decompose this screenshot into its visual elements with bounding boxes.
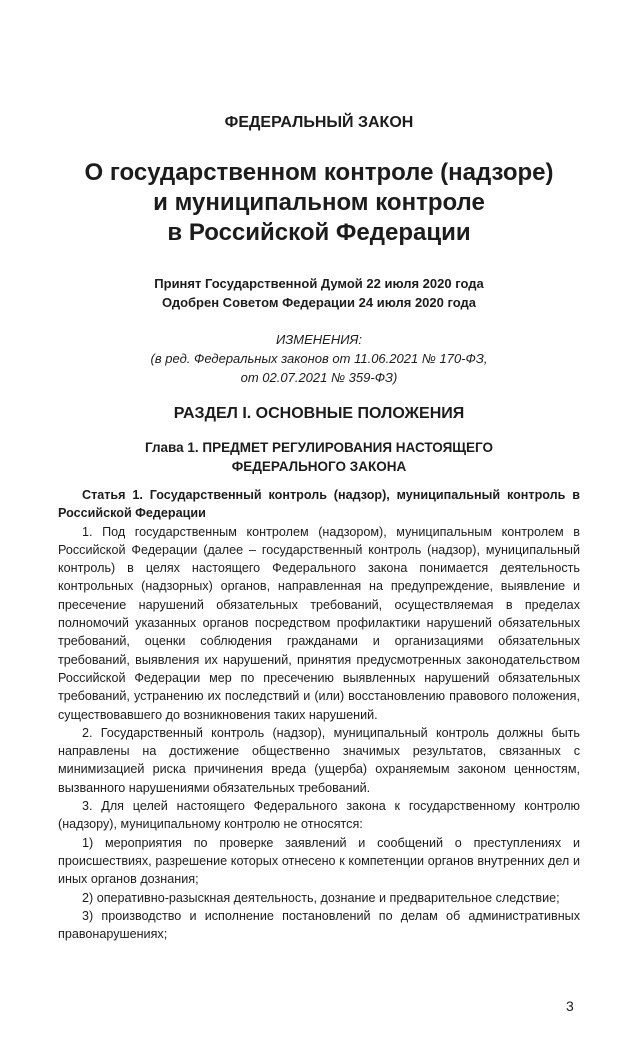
document-type: ФЕДЕРАЛЬНЫЙ ЗАКОН xyxy=(224,114,414,131)
adoption-info xyxy=(58,274,580,312)
title-line: О государственном контроле (надзоре) xyxy=(84,159,554,186)
list-item: 1) мероприятия по проверке заявлений и сообщений о преступлениях и происшествиях, разрешение которых отнесено к компетенции органов внутренних дел и иных органов дознания; xyxy=(58,835,580,887)
changes-line: от 02.07.2021 № 359-ФЗ) xyxy=(240,370,398,385)
chapter-heading xyxy=(58,438,580,476)
article-heading: Статья 1. Государственный контроль (надзор), муниципальный контроль в Российской Федерации xyxy=(58,488,580,521)
paragraph: 1. Под государственным контролем (надзором), муниципальным контролем в Российской Федерации (далее – государственный контроль (надзор), муниципальный контроль) в целях настоящего Федерального закона понимается деятельность контрольных (надзорных) органов, направленная на предупреждение, выявление и пресечение нарушений обязательных требований, осуществляемая в пределах полномочий указанных органов посредством профилактики нарушений обязательных требований, оценки соблюдения гражданами и организациями обязательных требований, выявления их нарушений, принятия предусмотренных законодательством Российской Федерации мер по пресечению выявленных нарушений обязательных требований, устранению их последствий и (или) восстановлению правового положения, существовавшего до возникновения таких нарушений. xyxy=(58,524,580,722)
title-line: и муниципальном контроле xyxy=(153,189,485,216)
changes-line: (в ред. Федеральных законов от 11.06.2021 № 170-ФЗ, xyxy=(150,351,488,366)
page-number: 3 xyxy=(566,998,574,1014)
article-body xyxy=(58,486,580,943)
adoption-line: Принят Государственной Думой 22 июля 2020 года xyxy=(154,276,484,291)
list-item: 3) производство и исполнение постановлений по делам об административных правонарушениях; xyxy=(58,908,580,942)
changes-note xyxy=(58,330,580,387)
document-title xyxy=(58,158,580,248)
chapter-line: Глава 1. ПРЕДМЕТ РЕГУЛИРОВАНИЯ НАСТОЯЩЕГО xyxy=(144,440,494,455)
paragraph: 2. Государственный контроль (надзор), муниципальный контроль должны быть направлены на достижение общественно значимых результатов, связанных с минимизацией риска причинения вреда (ущерба) охраняемым законом ценностям, вызванного нарушениями обязательных требований. xyxy=(58,725,580,795)
section-heading: РАЗДЕЛ I. ОСНОВНЫЕ ПОЛОЖЕНИЯ xyxy=(173,405,465,422)
chapter-line: ФЕДЕРАЛЬНОГО ЗАКОНА xyxy=(231,459,407,474)
title-line: в Российской Федерации xyxy=(167,219,471,246)
paragraph: 3. Для целей настоящего Федерального закона к государственному контролю (надзору), муниципальному контролю не относятся: xyxy=(58,799,580,832)
list-item: 2) оперативно-разыскная деятельность, дознание и предварительное следствие; xyxy=(82,890,560,905)
adoption-line: Одобрен Советом Федерации 24 июля 2020 года xyxy=(162,295,476,310)
changes-line: ИЗМЕНЕНИЯ: xyxy=(276,332,362,347)
